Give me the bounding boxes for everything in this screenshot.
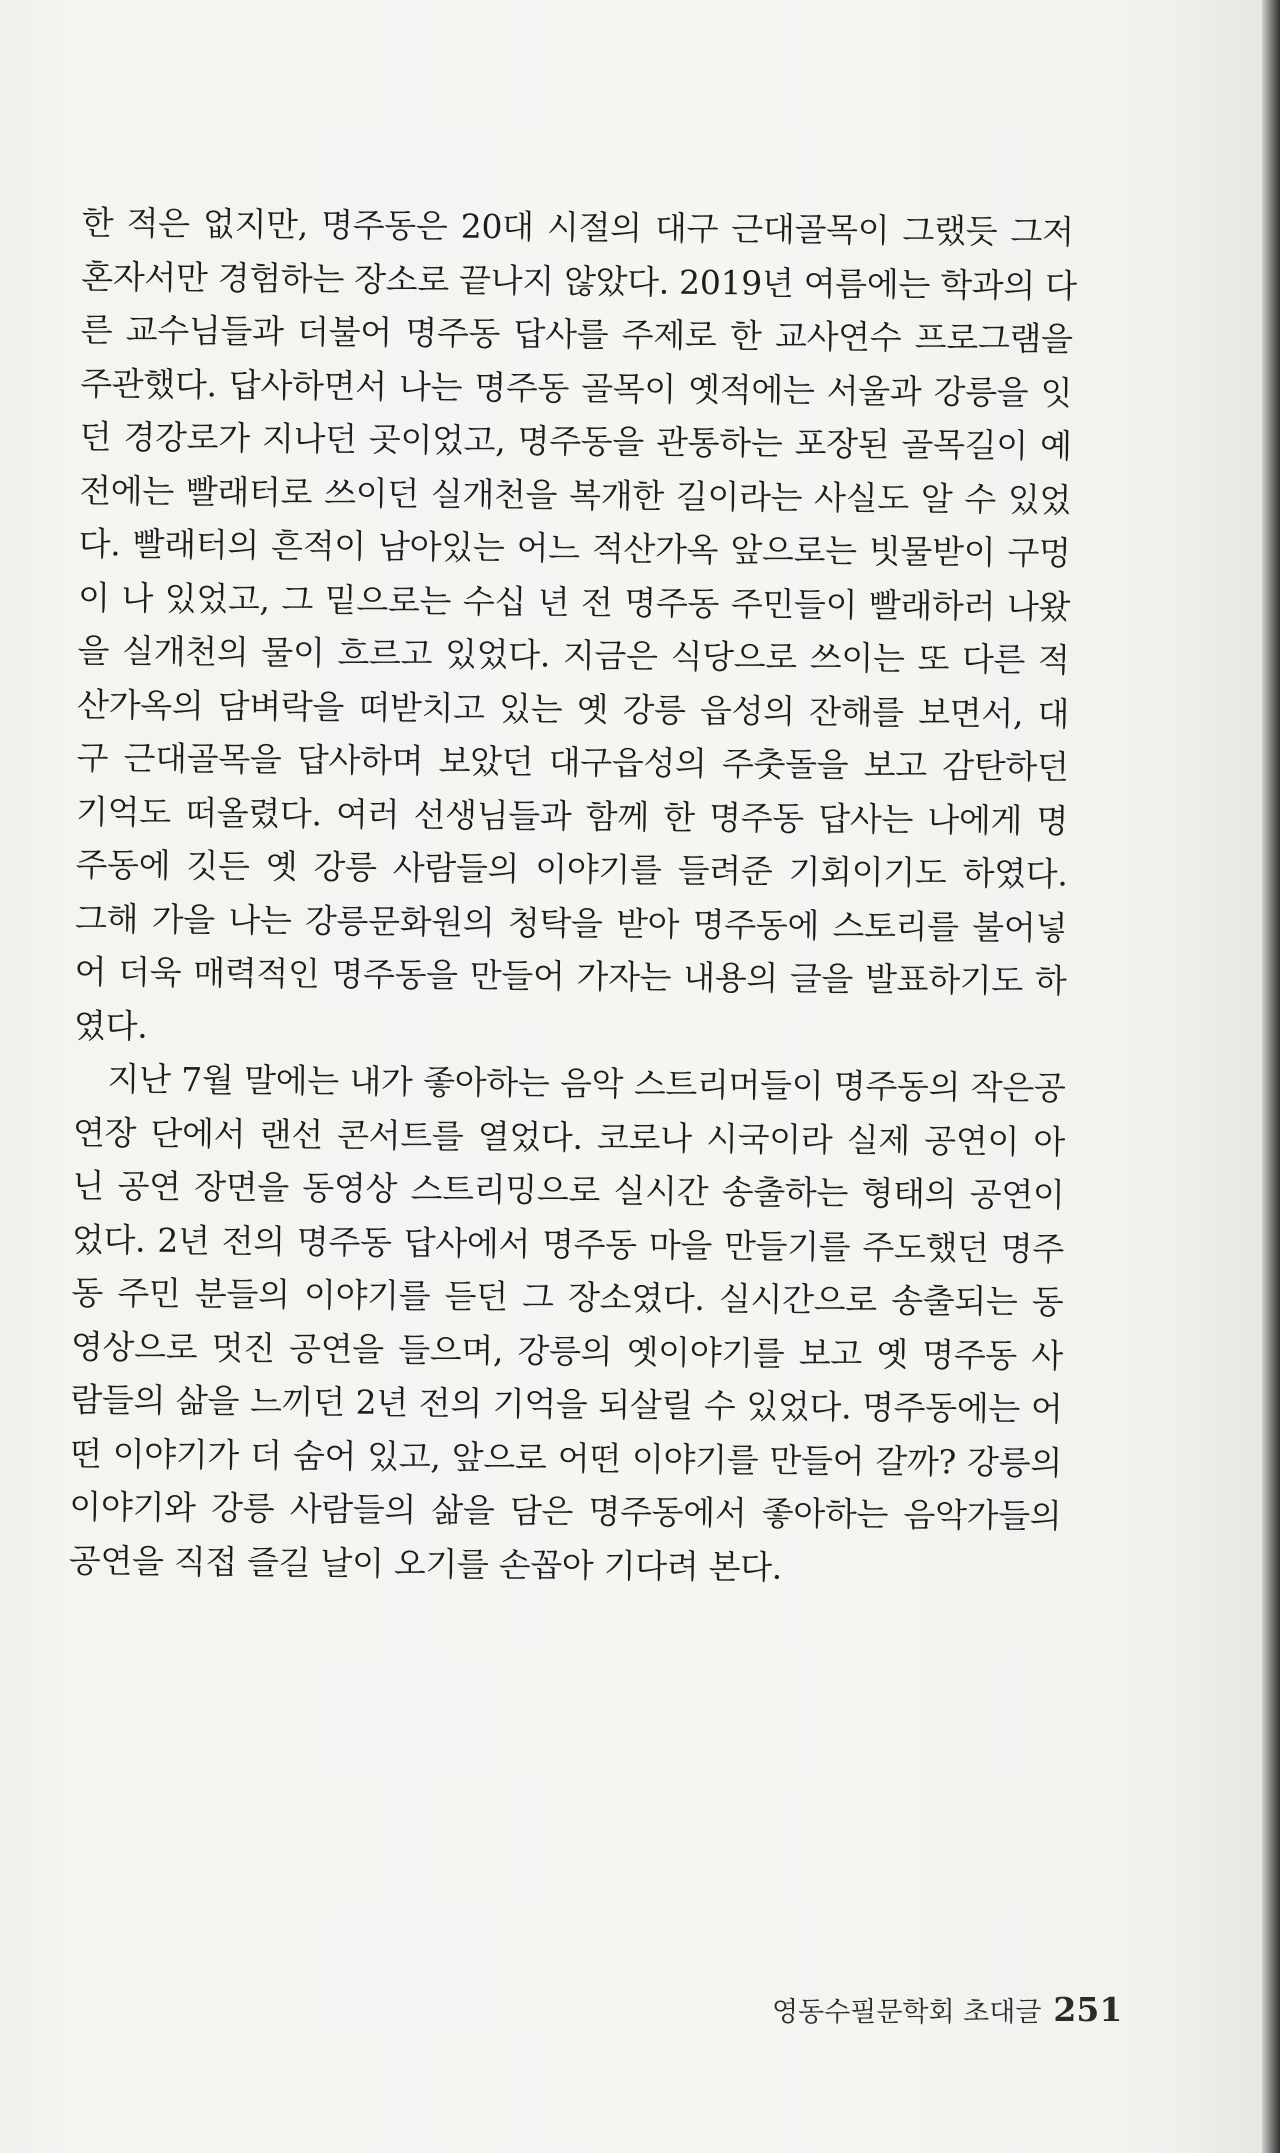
text-line: 산가옥의 담벼락을 떠받치고 있는 옛 강릉 읍성의 잔해를 보면서, 대 (76, 684, 1070, 733)
text-line: 구 근대골목을 답사하며 보았던 대구읍성의 주춧돌을 보고 감탄하던 (76, 737, 1069, 787)
text-line: 떤 이야기가 더 숨어 있고, 앞으로 어떤 이야기를 만들어 갈까? 강릉의 (69, 1433, 1063, 1482)
page-number: 251 (1053, 1990, 1123, 2029)
text-line: 공연을 직접 즐길 날이 오기를 손꼽아 기다려 본다. (68, 1540, 783, 1587)
text-line: 동 주민 분들의 이야기를 듣던 그 장소였다. 실시간으로 송출되는 동 (71, 1272, 1064, 1322)
running-footer-title: 영동수필문학회 초대글 (772, 1997, 1042, 2028)
text-line: 혼자서만 경험하는 장소로 끝나지 않았다. 2019년 여름에는 학과의 다 (81, 256, 1077, 306)
text-line: 던 경강로가 지나던 곳이었고, 명주동을 관통하는 포장된 골목길이 예 (79, 416, 1072, 466)
text-line: 어 더욱 매력적인 명주동을 만들어 가자는 내용의 글을 발표하기도 하 (74, 951, 1067, 1001)
text-line: 이야기와 강릉 사람들의 삶을 담은 명주동에서 좋아하는 음악가들의 (69, 1486, 1062, 1536)
body-text (68, 196, 1077, 1596)
text-line: 영상으로 멋진 공연을 들으며, 강릉의 옛이야기를 보고 옛 명주동 사 (70, 1326, 1064, 1375)
text-line: 기억도 떠올렸다. 여러 선생님들과 함께 한 명주동 답사는 나에게 명 (75, 791, 1069, 840)
text-line: 이 나 있었고, 그 밑으로는 수십 년 전 명주동 주민들이 빨래하러 나왔 (77, 577, 1071, 627)
text-line: 었다. 2년 전의 명주동 답사에서 명주동 마을 만들기를 주도했던 명주 (71, 1219, 1065, 1268)
text-line: 람들의 삶을 느끼던 2년 전의 기억을 되살릴 수 있었다. 명주동에는 어 (70, 1379, 1063, 1429)
text-line: 지난 7월 말에는 내가 좋아하는 음악 스트리머들이 명주동의 작은공 (107, 1059, 1066, 1108)
text-line: 전에는 빨래터로 쓰이던 실개천을 복개한 길이라는 사실도 알 수 있었 (78, 470, 1072, 520)
text-line: 그해 가을 나는 강릉문화원의 청탁을 받아 명주동에 스토리를 불어넣 (74, 898, 1068, 947)
text-line: 을 실개천의 물이 흐르고 있었다. 지금은 식당으로 쓰이는 또 다른 적 (77, 630, 1070, 680)
text-line: 연장 단에서 랜선 콘서트를 열었다. 코로나 시국이라 실제 공연이 아 (72, 1112, 1066, 1161)
text-line: 다. 빨래터의 흔적이 남아있는 어느 적산가옥 앞으로는 빗물받이 구멍 (78, 523, 1071, 573)
text-line: 한 적은 없지만, 명주동은 20대 시절의 대구 근대골목이 그랬듯 그저 (81, 202, 1074, 252)
text-line: 주동에 깃든 옛 강릉 사람들의 이야기를 들려준 기회이기도 하였다. (75, 844, 1068, 894)
text-line: 닌 공연 장면을 동영상 스트리밍으로 실시간 송출하는 형태의 공연이 (72, 1165, 1065, 1215)
book-spine-shadow (1262, 0, 1280, 2153)
text-line: 른 교수님들과 더불어 명주동 답사를 주제로 한 교사연수 프로그램을 (80, 309, 1073, 359)
text-line: 주관했다. 답사하면서 나는 명주동 골목이 옛적에는 서울과 강릉을 잇 (80, 363, 1073, 413)
page-footer (772, 1990, 1122, 2029)
text-line: 였다. (73, 1005, 148, 1046)
